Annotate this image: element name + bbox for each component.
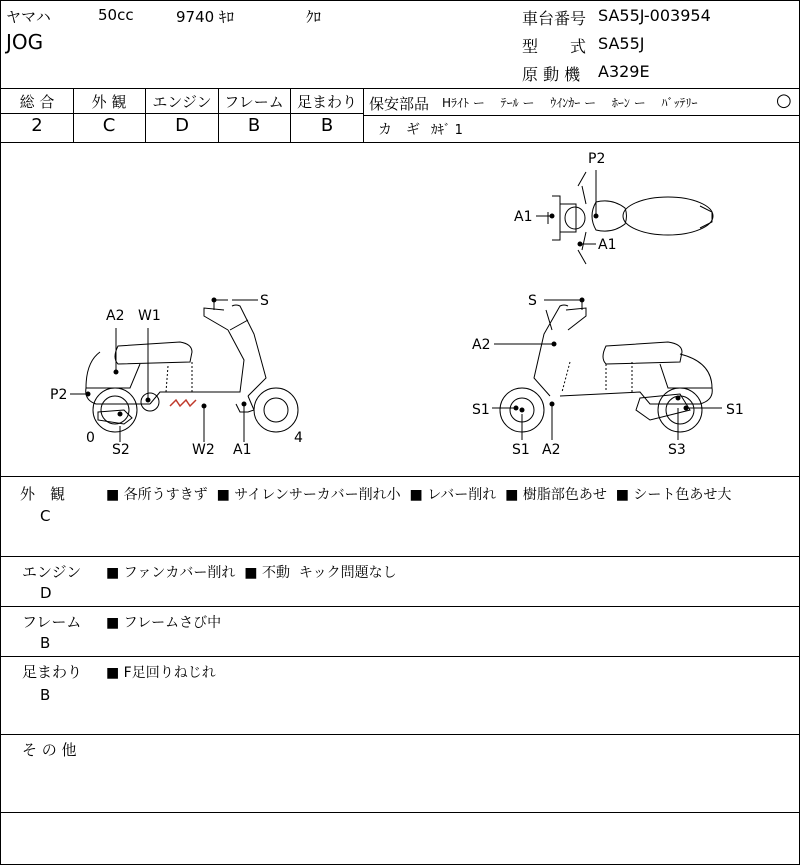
scooter-right-view	[500, 298, 712, 432]
section-frame-remarks: ■ フレームさび中	[106, 615, 222, 631]
model-name: JOG	[6, 30, 44, 54]
damage-diagram	[0, 143, 800, 476]
key-value: ｶｷﾞ 1	[431, 123, 463, 138]
label-top-p2: P2	[588, 151, 606, 167]
divider	[0, 812, 800, 813]
label-left-0: 0	[86, 430, 95, 446]
label-right-a2-bottom: A2	[542, 442, 561, 458]
scratch-mark	[170, 400, 196, 406]
divider	[363, 115, 800, 116]
section-exterior-remarks: ■ 各所うすきず ■ サイレンサーカバー削れ小 ■ レバー削れ ■ 樹脂部色あせ ■ シート色あせ大	[106, 487, 732, 503]
grade-label-suspension: 足まわり	[296, 93, 357, 111]
safety-parts-label: 保安部品	[369, 95, 430, 113]
type-value: SA55J	[598, 34, 645, 53]
section-frame-label: フレーム	[22, 613, 82, 631]
divider	[0, 476, 800, 477]
frame-no: SA55J-003954	[598, 6, 711, 25]
section-other-label: そ の 他	[22, 741, 77, 759]
label-right-s1: S1	[726, 402, 744, 418]
grade-label-frame: フレーム	[224, 93, 284, 111]
label-top-a1-lower: A1	[598, 237, 617, 253]
label-left-w2: W2	[192, 442, 215, 458]
divider	[0, 656, 800, 657]
section-suspension-grade: B	[40, 686, 51, 704]
label-left-p2: P2	[50, 387, 68, 403]
section-suspension-label: 足まわり	[22, 663, 83, 681]
label-right-a2: A2	[472, 337, 491, 353]
section-engine-label: エンジン	[22, 563, 82, 581]
section-exterior-label: 外 観	[20, 485, 66, 503]
label-left-a1: A1	[233, 442, 252, 458]
divider	[0, 734, 800, 735]
grade-label-overall: 総 合	[19, 93, 55, 111]
grade-value-frame: B	[247, 115, 261, 136]
battery-mark: ○	[776, 90, 792, 111]
label-left-a2: A2	[106, 308, 125, 324]
divider	[73, 113, 363, 114]
label-left-s: S	[260, 293, 269, 309]
section-suspension-remarks: ■ F足回りねじれ	[106, 665, 216, 681]
label-left-s2: S2	[112, 442, 130, 458]
grade-value-suspension: B	[320, 115, 334, 136]
color: ｸﾛ	[306, 8, 322, 26]
type-label: 型 式	[522, 37, 587, 56]
section-engine-remarks: ■ ファンカバー削れ ■ 不動 キック問題なし	[106, 565, 397, 581]
divider	[0, 113, 73, 114]
scooter-top-view	[548, 172, 713, 264]
label-right-s1-left: S1	[472, 402, 490, 418]
frame-no-label: 車台番号	[522, 9, 587, 28]
grade-label-exterior: 外 観	[91, 93, 127, 111]
safety-parts-items: Hﾗｲﾄ ー ﾃｰﾙ ー ｳｲﾝｶｰ ー ﾎｰﾝ ー ﾊﾞｯﾃﾘｰ	[442, 96, 698, 110]
engine-value: A329E	[598, 62, 650, 81]
maker: ヤマハ	[6, 8, 51, 26]
label-right-s: S	[528, 293, 537, 309]
label-right-s3: S3	[668, 442, 686, 458]
key-label: カ ギ	[378, 122, 420, 138]
section-frame-grade: B	[40, 634, 51, 652]
section-exterior-grade: C	[40, 507, 51, 525]
mileage: 9740 ｷﾛ	[176, 8, 234, 26]
engine-label: 原 動 機	[522, 65, 581, 84]
label-right-s1-bottom: S1	[512, 442, 530, 458]
grade-label-engine: エンジン	[152, 93, 212, 111]
grade-value-engine: D	[175, 115, 189, 136]
label-top-a1: A1	[514, 209, 533, 225]
label-left-w1: W1	[138, 308, 161, 324]
divider	[0, 556, 800, 557]
divider	[0, 606, 800, 607]
grade-value-exterior: C	[102, 115, 116, 136]
label-left-4: 4	[294, 430, 303, 446]
divider	[0, 88, 800, 89]
displacement: 50cc	[98, 6, 134, 24]
section-engine-grade: D	[40, 584, 52, 602]
grade-value-overall: 2	[31, 115, 43, 136]
